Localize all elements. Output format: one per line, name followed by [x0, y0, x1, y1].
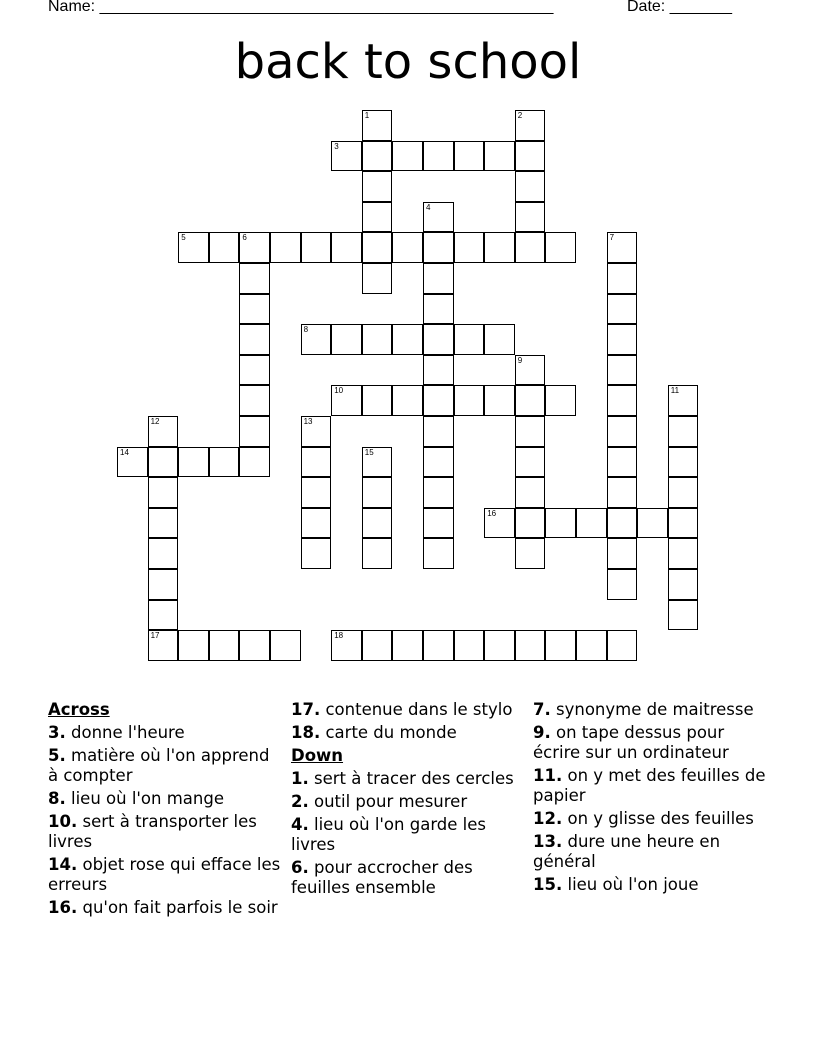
grid-cell[interactable] [668, 477, 699, 508]
grid-cell[interactable] [239, 416, 270, 447]
grid-cell[interactable] [239, 263, 270, 294]
grid-cell[interactable] [607, 232, 638, 263]
grid-cell[interactable] [423, 294, 454, 325]
grid-cell[interactable] [576, 508, 607, 539]
grid-cell[interactable] [607, 447, 638, 478]
grid-cell[interactable] [515, 416, 546, 447]
cell-number: 17 [150, 631, 160, 641]
clue-across-17 [291, 700, 526, 720]
grid-cell[interactable] [362, 324, 393, 355]
grid-cell[interactable] [423, 141, 454, 172]
grid-cell[interactable] [239, 324, 270, 355]
clues-column-3 [533, 700, 773, 898]
grid-cell[interactable] [484, 232, 515, 263]
clue-text: outil pour mesurer [308, 792, 468, 811]
grid-cell[interactable] [454, 630, 485, 661]
grid-cell[interactable] [423, 416, 454, 447]
grid-cell[interactable] [545, 385, 576, 416]
grid-cell[interactable] [668, 508, 699, 539]
clue-across-8 [48, 789, 283, 809]
clue-text: lieu où l'on garde les livres [291, 815, 487, 854]
grid-cell[interactable] [423, 630, 454, 661]
grid-cell[interactable] [301, 447, 332, 478]
grid-cell[interactable] [301, 477, 332, 508]
cell-number: 9 [517, 355, 523, 365]
grid-cell[interactable] [362, 385, 393, 416]
grid-cell[interactable] [515, 110, 546, 141]
cell-number: 2 [517, 111, 523, 120]
grid-cell[interactable] [148, 600, 179, 631]
clue-text: qu'on fait parfois le soir [77, 898, 278, 917]
grid-cell[interactable] [423, 447, 454, 478]
cell-number: 6 [242, 233, 247, 243]
grid-cell[interactable] [607, 294, 638, 325]
grid-cell[interactable] [392, 324, 423, 355]
clue-text: synonyme de maitresse [550, 700, 754, 719]
grid-cell[interactable] [331, 385, 362, 416]
name-field[interactable]: Name: ___________________________________________________ [48, 0, 554, 15]
clue-down-12 [533, 809, 773, 829]
clue-down-2 [291, 792, 526, 812]
clue-text: contenue dans le stylo [320, 700, 513, 719]
grid-cell[interactable] [515, 385, 546, 416]
puzzle-title: back to school [234, 34, 582, 90]
cell-number: 10 [334, 386, 344, 396]
across-heading: Across [48, 700, 110, 719]
grid-cell[interactable] [331, 141, 362, 172]
grid-cell[interactable] [239, 447, 270, 478]
clue-text: matière où l'on apprend à compter [48, 746, 270, 785]
grid-cell[interactable] [270, 630, 301, 661]
grid-cell[interactable] [148, 477, 179, 508]
clue-across-5 [48, 746, 283, 786]
grid-cell[interactable] [148, 416, 179, 447]
cell-number: 14 [120, 447, 129, 457]
grid-cell[interactable] [148, 508, 179, 539]
grid-cell[interactable] [270, 232, 301, 263]
cell-number: 3 [334, 141, 339, 151]
grid-cell[interactable] [362, 232, 393, 263]
grid-cell[interactable] [178, 630, 209, 661]
grid-cell[interactable] [637, 508, 668, 539]
grid-cell[interactable] [392, 630, 423, 661]
grid-cell[interactable] [239, 294, 270, 325]
grid-cell[interactable] [454, 324, 485, 355]
grid-cell[interactable] [362, 202, 393, 233]
grid-cell[interactable] [515, 202, 546, 233]
grid-cell[interactable] [515, 508, 546, 539]
grid-cell[interactable] [209, 447, 240, 478]
grid-cell[interactable] [484, 630, 515, 661]
grid-cell[interactable] [301, 232, 332, 263]
clue-text: on tape dessus pour écrire sur un ordinateur [533, 723, 729, 762]
grid-cell[interactable] [392, 232, 423, 263]
grid-cell[interactable] [668, 600, 699, 631]
clue-across-18 [291, 723, 526, 743]
grid-cell[interactable] [423, 385, 454, 416]
grid-cell[interactable] [209, 232, 240, 263]
clue-number: 3. [48, 723, 66, 742]
grid-cell[interactable] [423, 202, 454, 233]
grid-cell[interactable] [454, 141, 485, 172]
clue-text: objet rose qui efface les erreurs [48, 855, 281, 894]
clue-number: 12. [533, 809, 563, 828]
cell-number: 4 [426, 202, 431, 212]
clue-number: 15. [533, 875, 563, 894]
clue-down-11 [533, 766, 773, 806]
clue-number: 13. [533, 832, 563, 851]
grid-cell[interactable] [178, 447, 209, 478]
grid-cell[interactable] [423, 232, 454, 263]
grid-cell[interactable] [454, 232, 485, 263]
grid-cell[interactable] [423, 477, 454, 508]
grid-cell[interactable] [331, 324, 362, 355]
grid-cell[interactable] [607, 508, 638, 539]
grid-cell[interactable] [301, 416, 332, 447]
grid-cell[interactable] [392, 385, 423, 416]
grid-cell[interactable] [362, 508, 393, 539]
grid-cell[interactable] [484, 508, 515, 539]
grid-cell[interactable] [362, 171, 393, 202]
clue-number: 7. [533, 700, 551, 719]
clue-text: carte du monde [320, 723, 457, 742]
clue-text: lieu où l'on mange [65, 789, 224, 808]
clue-down-13 [533, 832, 773, 872]
clue-down-1 [291, 769, 526, 789]
clue-number: 9. [533, 723, 551, 742]
clue-across-16 [48, 898, 283, 918]
grid-cell[interactable] [545, 508, 576, 539]
grid-cell[interactable] [515, 447, 546, 478]
clue-number: 16. [48, 898, 78, 917]
grid-cell[interactable] [454, 385, 485, 416]
grid-cell[interactable] [239, 232, 270, 263]
grid-cell[interactable] [423, 508, 454, 539]
date-field[interactable]: Date: _______ [627, 0, 732, 15]
cell-number: 5 [181, 233, 186, 243]
grid-cell[interactable] [209, 630, 240, 661]
grid-cell[interactable] [362, 477, 393, 508]
grid-cell[interactable] [362, 538, 393, 569]
grid-cell[interactable] [515, 630, 546, 661]
grid-cell[interactable] [331, 232, 362, 263]
clue-across-3 [48, 723, 283, 743]
grid-cell[interactable] [607, 477, 638, 508]
grid-cell[interactable] [239, 385, 270, 416]
clue-number: 2. [291, 792, 309, 811]
grid-cell[interactable] [484, 141, 515, 172]
clues-column-2 [291, 700, 526, 901]
grid-cell[interactable] [668, 416, 699, 447]
clues-column-1 [48, 700, 283, 921]
grid-cell[interactable] [515, 232, 546, 263]
clue-text: lieu où l'on joue [562, 875, 699, 894]
clue-text: pour accrocher des feuilles ensemble [291, 858, 473, 897]
clue-across-14 [48, 855, 283, 895]
cell-number: 7 [609, 233, 615, 243]
grid-cell[interactable] [331, 630, 362, 661]
grid-cell[interactable] [607, 630, 638, 661]
grid-cell[interactable] [239, 355, 270, 386]
clue-across-10 [48, 812, 283, 852]
grid-cell[interactable] [576, 630, 607, 661]
clue-text: on y met des feuilles de papier [533, 766, 766, 805]
cell-number: 1 [364, 111, 370, 120]
grid-cell[interactable] [515, 171, 546, 202]
grid-cell[interactable] [484, 385, 515, 416]
grid-cell[interactable] [515, 477, 546, 508]
clue-text: on y glisse des feuilles [562, 809, 754, 828]
grid-cell[interactable] [423, 324, 454, 355]
clue-text: donne l'heure [65, 723, 185, 742]
clue-down-6 [291, 858, 526, 898]
grid-cell[interactable] [301, 324, 332, 355]
grid-cell[interactable] [484, 324, 515, 355]
grid-cell[interactable] [423, 263, 454, 294]
cell-number: 11 [670, 386, 680, 396]
grid-cell[interactable] [178, 232, 209, 263]
grid-cell[interactable] [392, 141, 423, 172]
clue-text: sert à tracer des cercles [308, 769, 514, 788]
clue-number: 14. [48, 855, 78, 874]
grid-cell[interactable] [362, 110, 393, 141]
grid-cell[interactable] [301, 538, 332, 569]
clue-number: 10. [48, 812, 78, 831]
grid-cell[interactable] [545, 630, 576, 661]
cell-number: 8 [303, 325, 309, 335]
cell-number: 15 [364, 447, 374, 457]
clue-number: 4. [291, 815, 309, 834]
grid-cell[interactable] [148, 447, 179, 478]
clue-text: sert à transporter les livres [48, 812, 257, 851]
clue-down-7 [533, 700, 773, 720]
grid-cell[interactable] [423, 355, 454, 386]
clue-number: 17. [291, 700, 321, 719]
grid-cell[interactable] [668, 569, 699, 600]
cell-number: 16 [487, 508, 497, 518]
clue-number: 18. [291, 723, 321, 742]
grid-cell[interactable] [545, 232, 576, 263]
grid-cell[interactable] [607, 538, 638, 569]
grid-cell[interactable] [362, 630, 393, 661]
grid-cell[interactable] [239, 630, 270, 661]
clue-number: 1. [291, 769, 309, 788]
grid-cell[interactable] [515, 355, 546, 386]
grid-cell[interactable] [362, 447, 393, 478]
grid-cell[interactable] [668, 538, 699, 569]
clue-text: dure une heure en général [533, 832, 721, 871]
grid-cell[interactable] [515, 538, 546, 569]
clue-down-15 [533, 875, 773, 895]
grid-cell[interactable] [515, 141, 546, 172]
cell-number: 13 [303, 417, 313, 426]
grid-cell[interactable] [423, 538, 454, 569]
grid-cell[interactable] [117, 447, 148, 478]
grid-cell[interactable] [607, 263, 638, 294]
clue-number: 6. [291, 858, 309, 877]
grid-cell[interactable] [668, 447, 699, 478]
clue-down-4 [291, 815, 526, 855]
grid-cell[interactable] [362, 263, 393, 294]
clue-number: 11. [533, 766, 563, 785]
grid-cell[interactable] [362, 141, 393, 172]
grid-cell[interactable] [607, 569, 638, 600]
clue-down-9 [533, 723, 773, 763]
grid-cell[interactable] [301, 508, 332, 539]
grid-cell[interactable] [148, 569, 179, 600]
cell-number: 18 [334, 631, 344, 641]
grid-cell[interactable] [148, 630, 179, 661]
grid-cell[interactable] [607, 416, 638, 447]
clue-number: 5. [48, 746, 66, 765]
cell-number: 12 [150, 417, 160, 426]
down-heading: Down [291, 746, 344, 765]
grid-cell[interactable] [607, 324, 638, 355]
grid-cell[interactable] [148, 538, 179, 569]
clue-number: 8. [48, 789, 66, 808]
grid-cell[interactable] [607, 355, 638, 386]
grid-cell[interactable] [668, 385, 699, 416]
grid-cell[interactable] [607, 385, 638, 416]
